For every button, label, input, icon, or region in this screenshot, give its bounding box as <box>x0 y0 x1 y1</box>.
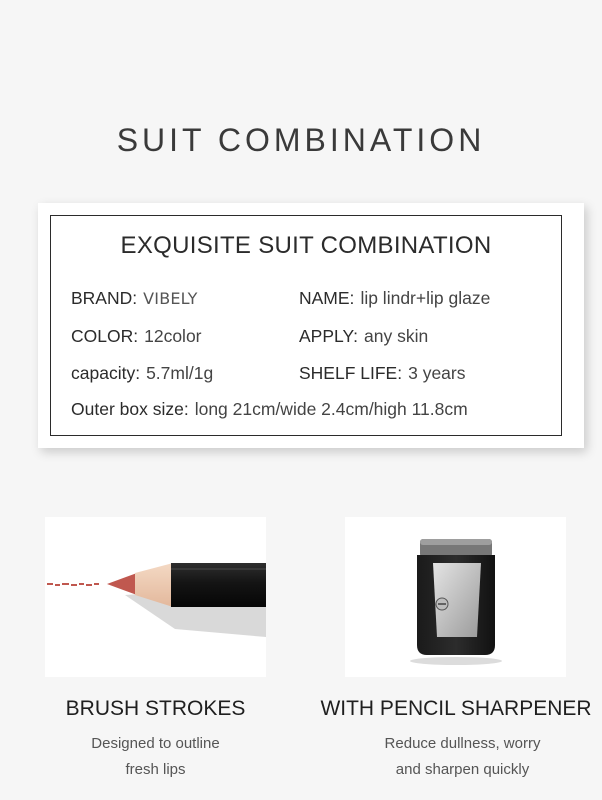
feature-desc-line: fresh lips <box>125 761 186 778</box>
spec-outer-box <box>71 399 468 420</box>
spec-shelf-life-label: SHELF LIFE: <box>299 363 403 383</box>
spec-name <box>299 288 490 309</box>
sharpener-photo <box>345 517 566 677</box>
spec-outer-box-value: long 21cm/wide 2.4cm/high 11.8cm <box>194 399 468 419</box>
spec-color <box>71 326 202 347</box>
spec-apply-label: APPLY: <box>299 326 359 346</box>
feature-desc-sharpener <box>345 731 580 783</box>
spec-outer-box-label: Outer box size: <box>71 399 189 419</box>
feature-desc-line: and sharpen quickly <box>395 761 530 778</box>
spec-color-label: COLOR: <box>71 326 139 346</box>
lip-pencil-photo <box>45 517 266 677</box>
spec-name-value: lip lindr+lip glaze <box>360 288 491 308</box>
lip-pencil-icon <box>45 517 266 677</box>
spec-apply <box>299 326 428 347</box>
spec-capacity-value: 5.7ml/1g <box>146 363 214 383</box>
feature-title-sharpener: WITH PENCIL SHARPENER <box>320 697 592 720</box>
spec-name-label: NAME: <box>299 288 355 308</box>
spec-shelf-life-value: 3 years <box>408 363 466 383</box>
spec-capacity-label: capacity: <box>71 363 141 383</box>
spec-brand-value: VIBELY <box>143 289 198 308</box>
pencil-sharpener-icon <box>345 517 566 677</box>
feature-desc-brush-strokes <box>45 731 266 783</box>
spec-brand-label: BRAND: <box>71 288 138 308</box>
section-title: SUIT COMBINATION <box>116 122 486 158</box>
spec-shelf-life <box>299 363 465 384</box>
spec-apply-value: any skin <box>364 326 429 346</box>
feature-title-brush-strokes: BRUSH STROKES <box>65 697 246 720</box>
spec-color-value: 12color <box>144 326 202 346</box>
spec-card <box>38 203 584 448</box>
feature-desc-line: Designed to outline <box>91 735 220 752</box>
spec-card-title: EXQUISITE SUIT COMBINATION <box>120 232 492 259</box>
spec-brand <box>71 288 198 309</box>
spec-capacity <box>71 363 213 384</box>
spec-card-frame <box>50 215 562 436</box>
feature-desc-line: Reduce dullness, worry <box>384 735 541 752</box>
